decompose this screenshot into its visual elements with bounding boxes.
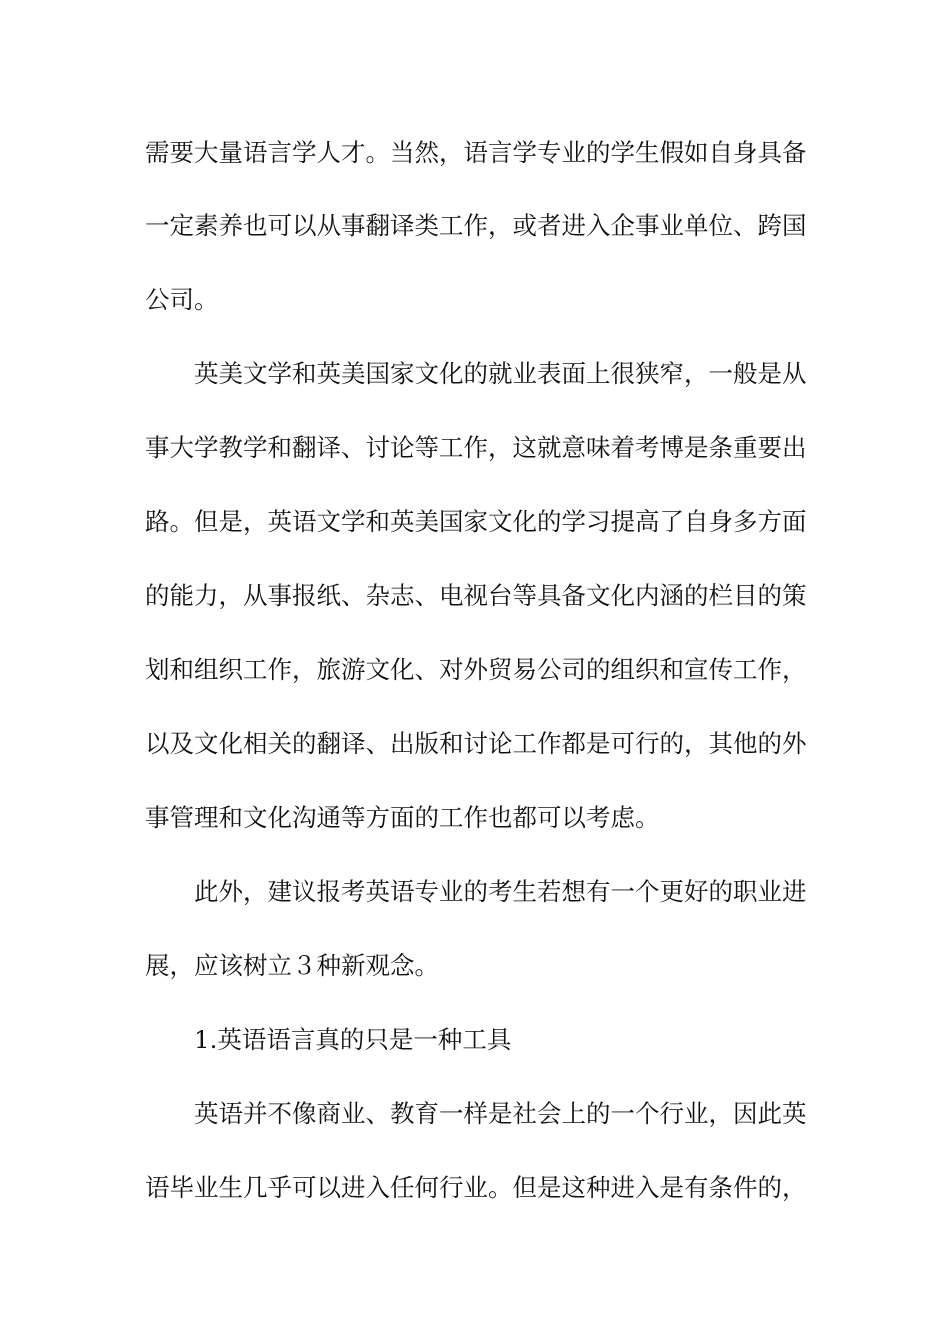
- text-line: 事大学教学和翻译、讨论等工作，这就意味着考博是条重要出: [145, 433, 807, 462]
- text-line: 一定素养也可以从事翻译类工作，或者进入企事业单位、跨国: [145, 211, 807, 240]
- paragraph-first-line: 英语并不像商业、教育一样是社会上的一个行业，因此英: [194, 1099, 807, 1128]
- text-line: 划和组织工作，旅游文化、对外贸易公司的组织和宣传工作，: [145, 655, 807, 684]
- text-line: 事管理和文化沟通等方面的工作也都可以考虑。: [145, 803, 660, 832]
- text-line: 公司。: [145, 285, 219, 314]
- text-line: 语毕业生几乎可以进入任何行业。但是这种进入是有条件的，: [145, 1173, 807, 1202]
- text-line: 的能力，从事报纸、杂志、电视台等具备文化内涵的栏目的策: [145, 581, 807, 610]
- text-line: 需要大量语言学人才。当然，语言学专业的学生假如自身具备: [145, 138, 807, 167]
- text-line: 路。但是，英语文学和英美国家文化的学习提高了自身多方面: [145, 507, 807, 536]
- section-heading: 1.英语语言真的只是一种工具: [194, 1025, 512, 1054]
- text-line: 以及文化相关的翻译、出版和讨论工作都是可行的，其他的外: [145, 729, 807, 758]
- paragraph-first-line: 此外，建议报考英语专业的考生若想有一个更好的职业进: [194, 877, 807, 906]
- paragraph-first-line: 英美文学和英美国家文化的就业表面上很狭窄，一般是从: [194, 359, 807, 388]
- text-line: 展，应该树立３种新观念。: [145, 951, 439, 980]
